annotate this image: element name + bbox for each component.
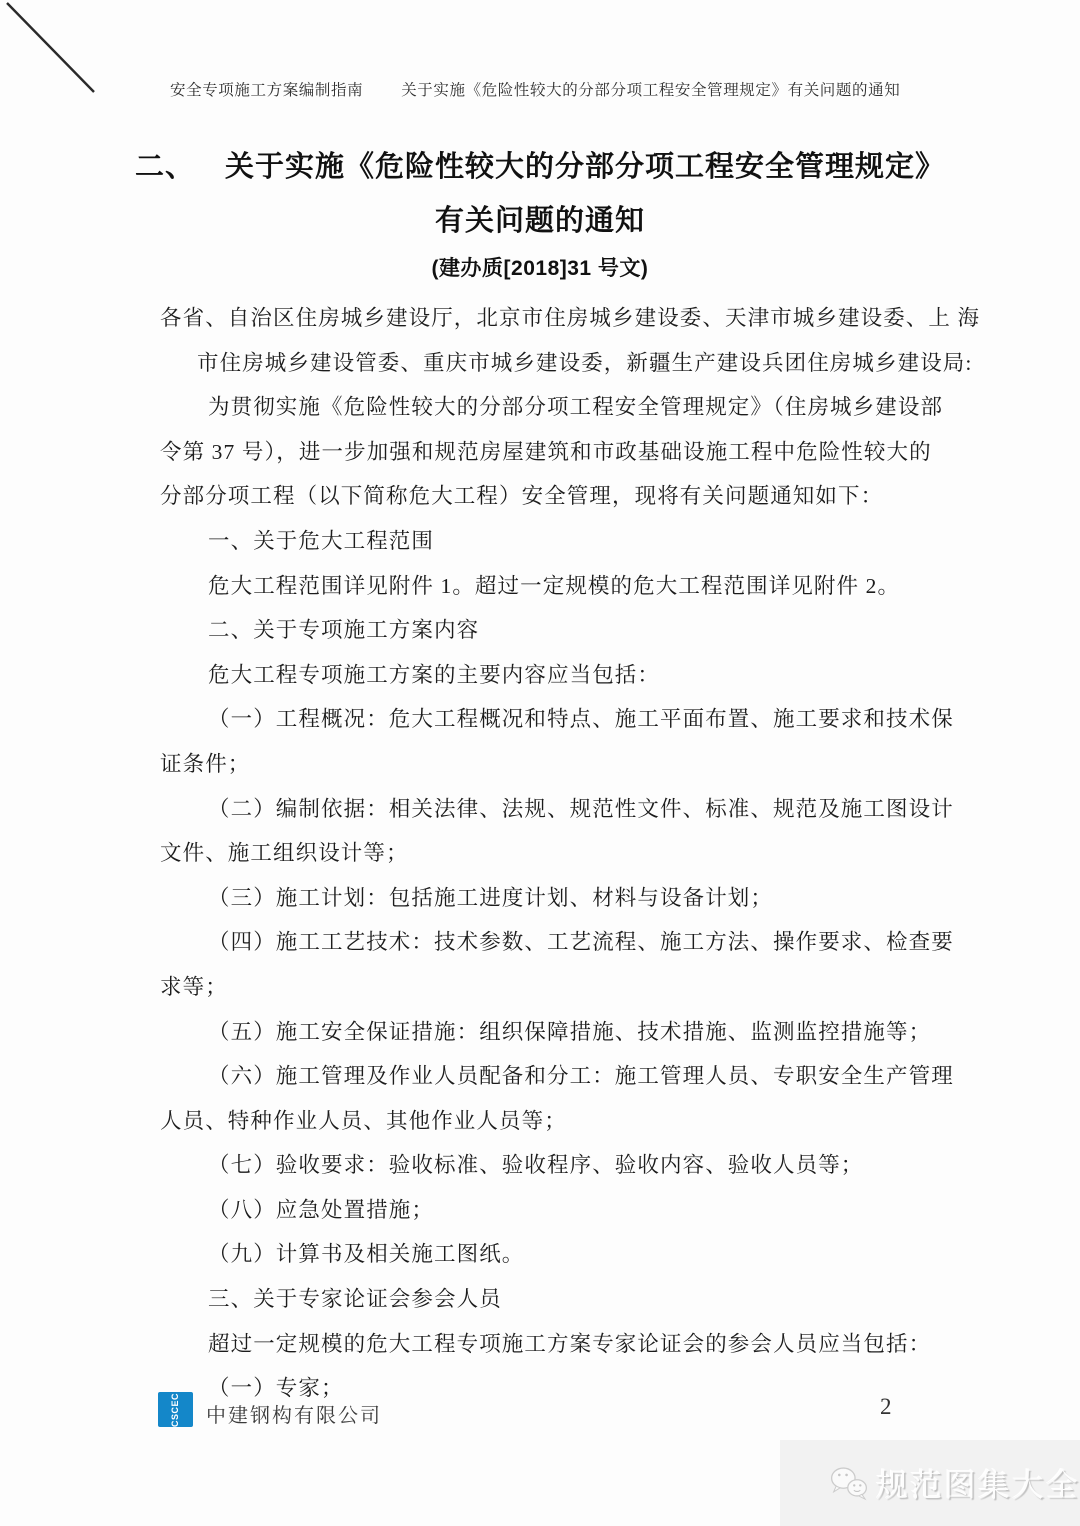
body-line: 危大工程专项施工方案的主要内容应当包括：: [208, 662, 661, 687]
body-line: 市住房城乡建设管委、重庆市城乡建设委，新疆生产建设兵团住房城乡建设局:: [197, 350, 973, 375]
body-line: 文件、施工组织设计等；: [160, 841, 409, 866]
body-line: 一、关于危大工程范围: [208, 528, 435, 553]
body-line: 危大工程范围详见附件 1。超过一定规模的危大工程范围详见附件 2。: [208, 573, 901, 598]
body-line: 求等；: [160, 974, 228, 999]
watermark-banner: [780, 1440, 1080, 1526]
page-header: [170, 78, 900, 100]
body-line: （五）施工安全保证措施：组织保障措施、技术措施、监测监控措施等；: [208, 1019, 932, 1044]
document-number: (建办质[2018]31 号文): [431, 257, 649, 280]
title-line-1: [0, 144, 1080, 185]
body-line: 为贯彻实施《危险性较大的分部分项工程安全管理规定》（住房城乡建设部: [208, 395, 944, 420]
cscec-logo-text: CSCEC: [170, 1392, 181, 1427]
body-line: （一）专家；: [208, 1376, 344, 1401]
header-guide-title: 安全专项施工方案编制指南: [170, 82, 364, 99]
page-number: 2: [880, 1394, 892, 1419]
body-line: （八）应急处置措施；: [208, 1197, 435, 1222]
title-line-2: 有关问题的通知: [434, 205, 645, 237]
body-line: 令第 37 号），进一步加强和规范房屋建筑和市政基础设施工程中危险性较大的: [160, 439, 932, 464]
body-line: （七）验收要求：验收标准、验收程序、验收内容、验收人员等；: [208, 1153, 864, 1178]
corner-fold-line-icon: [0, 0, 110, 110]
body-line: 人员、特种作业人员、其他作业人员等；: [160, 1108, 567, 1133]
body-line: 三、关于专家论证会参会人员: [208, 1287, 502, 1312]
body-line: （九）计算书及相关施工图纸。: [208, 1242, 525, 1267]
wechat-icon: [828, 1461, 870, 1505]
header-document-title: 关于实施《危险性较大的分部分项工程安全管理规定》有关问题的通知: [401, 82, 901, 99]
company-name: 中建钢构有限公司: [206, 1405, 382, 1427]
body-line: 证条件；: [160, 751, 251, 776]
body-line: （三）施工计划：包括施工进度计划、材料与设备计划；: [208, 885, 774, 910]
body-line: 各省、自治区住房城乡建设厅，北京市住房城乡建设委、天津市城乡建设委、上 海: [160, 306, 981, 330]
cscec-logo-icon: [158, 1392, 193, 1427]
watermark-text: 规范图集大全: [875, 1467, 1080, 1503]
body-lines: [160, 296, 981, 1411]
body-line: （六）施工管理及作业人员配备和分工：施工管理人员、专职安全生产管理: [208, 1064, 954, 1089]
body-line: 超过一定规模的危大工程专项施工方案专家论证会的参会人员应当包括：: [208, 1331, 932, 1356]
body-line: （四）施工工艺技术：技术参数、工艺流程、施工方法、操作要求、检查要: [208, 930, 954, 955]
body-line: 二、关于专项施工方案内容: [208, 618, 480, 643]
body-line: （二）编制依据：相关法律、法规、规范性文件、标准、规范及施工图设计: [208, 796, 954, 821]
body-line: 分部分项工程（以下简称危大工程）安全管理，现将有关问题通知如下：: [160, 484, 884, 509]
title-section-number: 二、: [134, 151, 195, 183]
body-line: （一）工程概况：危大工程概况和特点、施工平面布置、施工要求和技术保: [208, 707, 954, 732]
title-main-text: 关于实施《危险性较大的分部分项工程安全管理规定》: [225, 151, 946, 183]
